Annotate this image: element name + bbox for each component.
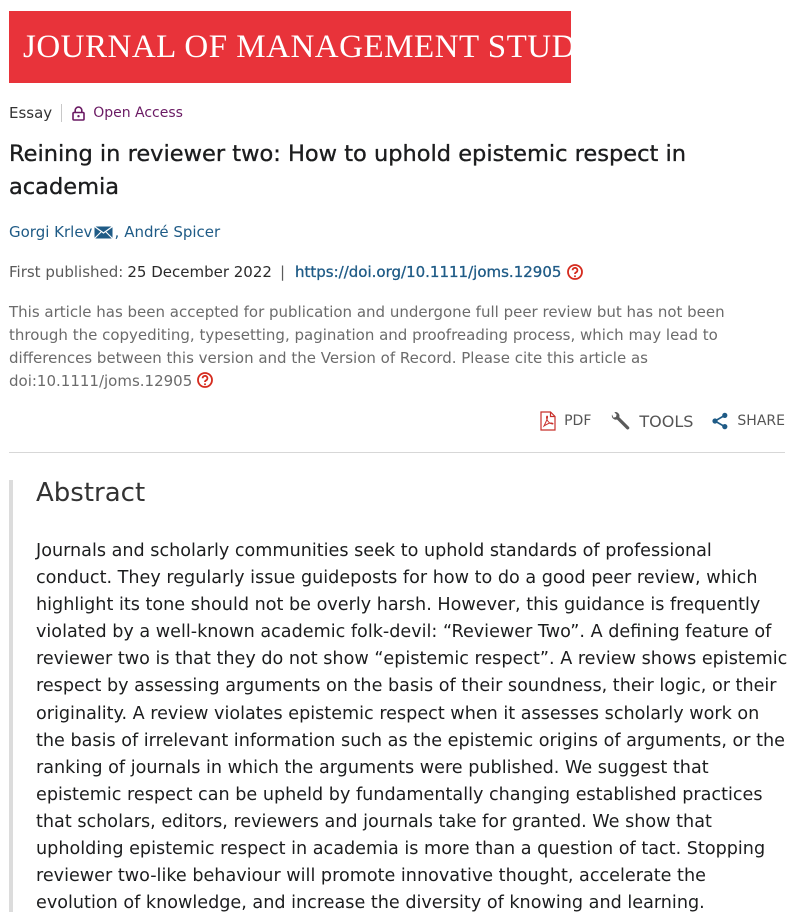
publication-info — [9, 263, 583, 281]
journal-banner[interactable] — [9, 11, 627, 83]
journal-name: JOURNAL OF MANAGEMENT STUDIES — [23, 28, 627, 65]
first-published-label: First published: — [9, 263, 124, 281]
wrench-icon — [609, 410, 631, 432]
share-label: SHARE — [737, 413, 785, 429]
acceptance-notice-text: This article has been accepted for publication and undergone full peer review but has not been through the copyediting, typesetting, pagination and proofreading process, which may lead to differences between this version and the Version of Record. Please cite this article as doi:10.1111/joms.12905 — [9, 303, 725, 390]
doi-link[interactable]: https://doi.org/10.1111/joms.12905 — [295, 263, 562, 281]
acceptance-notice — [9, 301, 784, 393]
tools-label: TOOLS — [639, 411, 694, 431]
first-published-date: 25 December 2022 — [127, 263, 272, 281]
article-type: Essay — [9, 104, 53, 122]
author-link[interactable]: André Spicer — [124, 223, 221, 241]
article-title: Reining in reviewer two: How to uphold epistemic respect in academia — [9, 141, 686, 200]
meta-divider — [61, 104, 62, 122]
article-toolbar — [522, 410, 785, 432]
share-button[interactable] — [711, 412, 785, 430]
article-meta — [9, 104, 183, 122]
tools-button[interactable] — [609, 410, 693, 432]
pdf-button[interactable] — [540, 411, 591, 431]
open-access-badge: Open Access — [93, 105, 183, 121]
author-list — [9, 223, 220, 241]
author-link[interactable]: Gorgi Krlev — [9, 223, 93, 241]
crossmark-icon[interactable] — [197, 372, 213, 388]
pdf-icon — [540, 411, 556, 431]
abstract-accent-bar — [9, 480, 13, 912]
abstract-text: Journals and scholarly communities seek to uphold standards of professional conduct. They regularly issue guideposts for how to do a good peer review, which highlight its tone should not be overly harsh. However, this guidance is frequently violated by a well-known academic folk-devil: “Reviewer Two”. A defining feature of reviewer two is that they do not show “epistemic respect”. A review shows epistemic respect by assessing arguments on the basis of their soundness, their logic, or their originality. A review violates epistemic respect when it assesses scholarly work on the basis of irrelevant information such as the epistemic origins of arguments, or the ranking of journals in which the arguments were published. We suggest that epistemic respect can be upheld by fundamentally changing established practices that scholars, editors, reviewers and journals take for granted. We show that upholding epistemic respect in academia is more than a question of tact. Stopping reviewer two-like behaviour will promote innovative thought, accelerate the evolution of knowledge, and increase the diversity of knowing and learning. — [36, 541, 788, 914]
envelope-icon[interactable] — [94, 226, 113, 239]
abstract-heading: Abstract — [36, 478, 146, 508]
pdf-label: PDF — [564, 413, 592, 429]
section-divider — [9, 452, 785, 453]
pub-separator: | — [279, 263, 286, 281]
author-separator: , — [114, 223, 120, 241]
crossmark-icon[interactable] — [567, 264, 583, 280]
lock-icon — [72, 106, 85, 121]
share-icon — [711, 412, 729, 430]
